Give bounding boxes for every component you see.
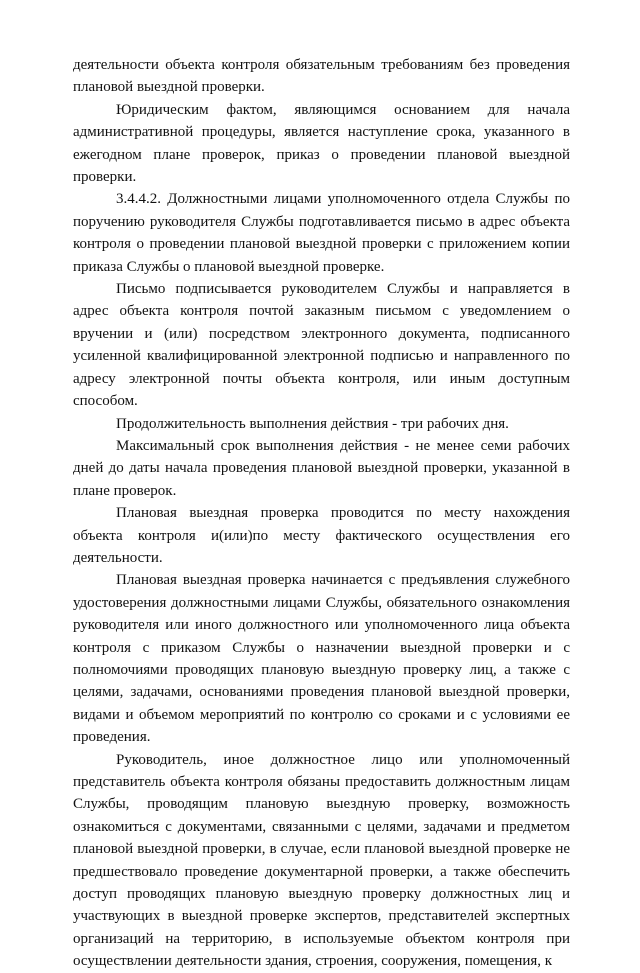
document-body	[73, 54, 570, 973]
paragraph-max-term: Максимальный срок выполнения действия - не менее семи рабочих дней до даты начала проведения плановой выездной проверки, указанной в плане проверок.	[73, 437, 570, 499]
paragraph-obligations: Руководитель, иное должностное лицо или уполномоченный представитель объекта контроля обязаны предоставить должностным лицам Службы, проводящим плановую выездную проверку, возможность ознакомиться с документами, связанными с целями, задачами и предметом плановой выездной проверки, в случае, если плановой выездной проверке не предшествовало проведение документарной проверки, а также обеспечить доступ проводящих плановую выездную проверку должностных лиц и участвующих в выездной проверке экспертов, представителей экспертных организаций на территорию, в используемые объектом контроля при осуществлении деятельности здания, строения, сооружения, помещения, к	[73, 751, 570, 970]
paragraph-3-4-4-2: 3.4.4.2. Должностными лицами уполномоченного отдела Службы по поручению руководителя Службы подготавливается письмо в адрес объекта контроля о проведении плановой выездной проверки с приложением копии приказа Службы о плановой выездной проверке.	[73, 191, 570, 275]
paragraph-letter-signing: Письмо подписывается руководителем Службы и направляется в адрес объекта контроля почтой заказным письмом с уведомлением о вручении и (или) посредством электронного документа, подписанного усиленной квалифицированной электронной подписью и направленного по адресу электронной почты объекта контроля, или иным доступным способом.	[73, 281, 570, 410]
paragraph-legal-fact: Юридическим фактом, являющимся основанием для начала административной процедуры, является наступление срока, указанного в ежегодном плане проверок, приказ о проведении плановой выездной проверки.	[73, 101, 570, 186]
paragraph-duration: Продолжительность выполнения действия - три рабочих дня.	[116, 415, 509, 432]
paragraph-continuation: деятельности объекта контроля обязательным требованиям без проведения плановой выездной проверки.	[73, 57, 570, 96]
paragraph-inspection-start: Плановая выездная проверка начинается с предъявления служебного удостоверения должностными лицами Службы, обязательного ознакомления руководителя или иного должностного или уполномоченного лица объекта контроля с приказом Службы о назначении выездной проверки и с полномочиями проводящих плановую выездную проверку лиц, а также с целями, задачами, основаниями проведения плановой выездной проверки, видами и объемом мероприятий по контролю со сроками и с условиями ее проведения.	[73, 572, 570, 746]
paragraph-location: Плановая выездная проверка проводится по месту нахождения объекта контроля и(или)по месту фактического осуществления его деятельности.	[73, 505, 570, 566]
